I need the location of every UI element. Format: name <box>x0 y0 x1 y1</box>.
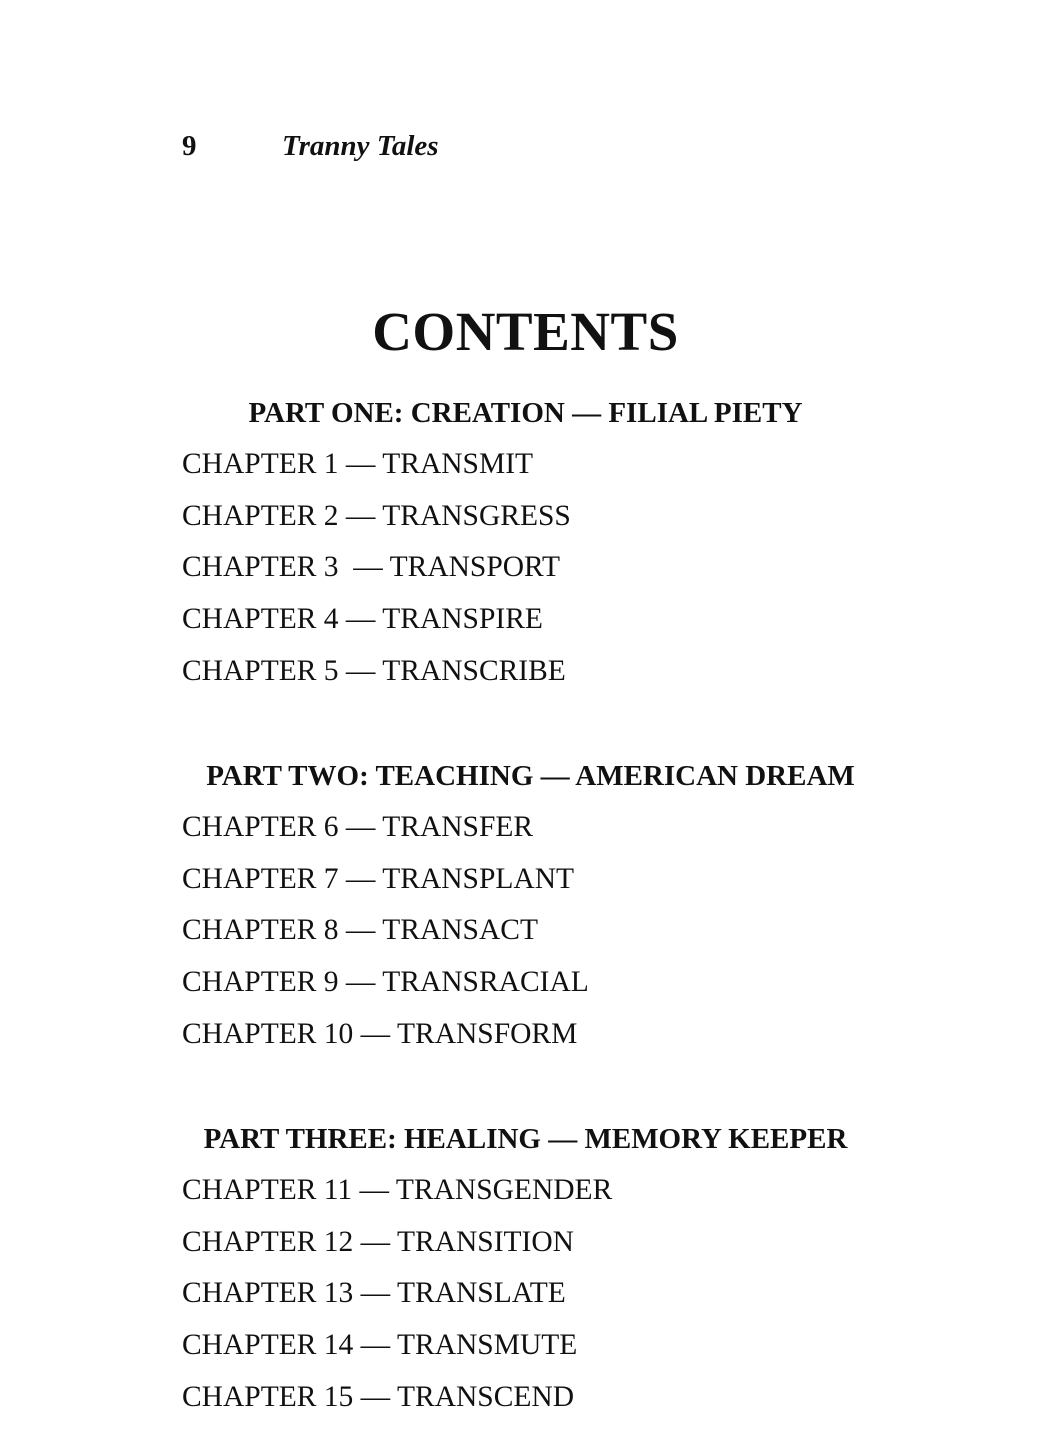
chapter-entry[interactable]: CHAPTER 3 — TRANSPORT <box>182 551 560 584</box>
part-heading: PART TWO: TEACHING — AMERICAN DREAM <box>206 760 855 792</box>
chapter-entry[interactable]: CHAPTER 11 — TRANSGENDER <box>182 1174 613 1206</box>
chapter-entry[interactable]: CHAPTER 14 — TRANSMUTE <box>182 1329 578 1362</box>
chapter-entry[interactable]: CHAPTER 7 — TRANSPLANT <box>182 862 575 895</box>
chapter-entry[interactable]: CHAPTER 9 — TRANSRACIAL <box>182 966 589 999</box>
chapter-entry[interactable]: CHAPTER 4 — TRANSPIRE <box>182 603 543 636</box>
chapter-list <box>0 439 1051 697</box>
chapter-entry[interactable]: CHAPTER 8 — TRANSACT <box>182 914 538 947</box>
page-number: 9 <box>182 130 197 162</box>
chapter-list <box>0 1165 1051 1423</box>
chapter-entry[interactable]: CHAPTER 2 — TRANSGRESS <box>182 499 571 532</box>
chapter-entry[interactable]: CHAPTER 12 — TRANSITION <box>182 1225 574 1258</box>
chapter-entry[interactable]: CHAPTER 1 — TRANSMIT <box>182 448 534 480</box>
chapter-entry[interactable]: CHAPTER 5 — TRANSCRIBE <box>182 654 566 687</box>
chapter-entry[interactable]: CHAPTER 13 — TRANSLATE <box>182 1277 566 1310</box>
chapter-entry[interactable]: CHAPTER 10 — TRANSFORM <box>182 1017 578 1050</box>
part-heading: PART ONE: CREATION — FILIAL PIETY <box>248 397 803 429</box>
part-three-section <box>0 1113 1051 1423</box>
book-title: Tranny Tales <box>282 130 439 162</box>
chapter-entry[interactable]: CHAPTER 6 — TRANSFER <box>182 811 534 843</box>
chapter-entry[interactable]: CHAPTER 15 — TRANSCEND <box>182 1380 575 1413</box>
chapter-list <box>0 802 1051 1060</box>
contents-heading: CONTENTS <box>372 301 679 362</box>
part-heading: PART THREE: HEALING — MEMORY KEEPER <box>203 1123 848 1155</box>
part-one-section <box>0 387 1051 697</box>
part-two-section <box>0 750 1051 1060</box>
